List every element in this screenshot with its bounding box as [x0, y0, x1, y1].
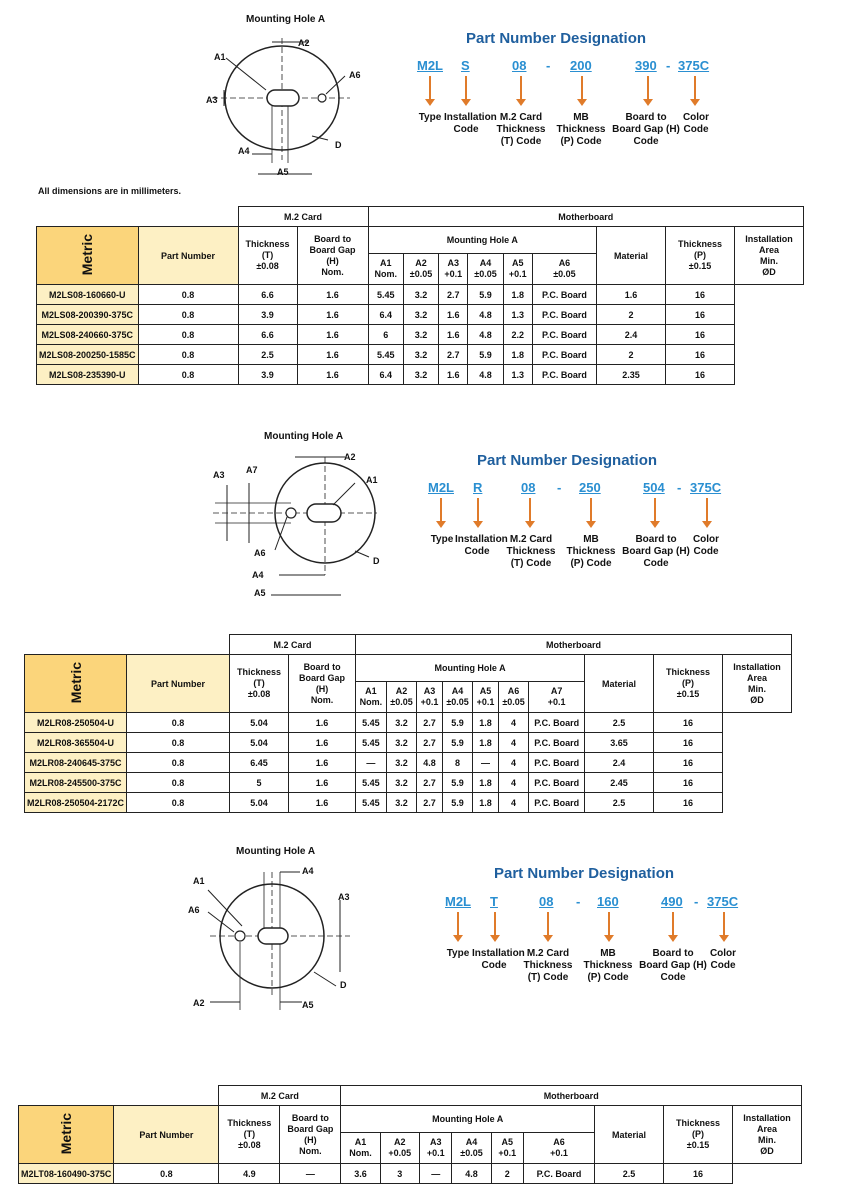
table-cell: 1.8	[503, 345, 532, 365]
part-number-cell: M2LS08-200390-375C	[37, 305, 139, 325]
col-a2: A2 ±0.05	[386, 682, 417, 713]
metric-label: Metric	[25, 655, 127, 713]
col-a6: A6 ±0.05	[532, 254, 596, 285]
table-cell: P.C. Board	[532, 345, 596, 365]
pn-dash: -	[576, 894, 581, 909]
part-number-cell: M2LT08-160490-375C	[19, 1164, 114, 1184]
table-cell: 2	[597, 345, 666, 365]
col-mb-thickness: Thickness (P) ±0.15	[666, 227, 735, 285]
table-cell: P.C. Board	[529, 733, 585, 753]
table-cell: 6.4	[368, 305, 403, 325]
table-cell: 1.6	[297, 325, 368, 345]
table-cell: 3.9	[238, 365, 297, 385]
mounting-hole-drawing	[205, 445, 385, 605]
label-d: D	[335, 140, 342, 150]
arrow-icon	[440, 498, 442, 522]
metric-label: Metric	[37, 227, 139, 285]
pn-label-m2-thickness: M.2 Card Thickness (T) Code	[523, 948, 573, 983]
table-cell: 0.8	[138, 365, 238, 385]
part-number-cell: M2LR08-365504-U	[25, 733, 127, 753]
diagram-title: Mounting Hole A	[246, 14, 326, 25]
table-cell: 16	[666, 305, 735, 325]
col-material: Material	[595, 1106, 664, 1164]
metric-label: Metric	[19, 1106, 114, 1164]
table-cell: 6	[368, 325, 403, 345]
arrow-icon	[608, 912, 610, 936]
table-row	[37, 325, 804, 345]
label-a5: A5	[302, 1000, 314, 1010]
table-cell: 1.6	[297, 305, 368, 325]
label-a4: A4	[302, 866, 314, 876]
pn-color-code: 375C	[707, 894, 739, 909]
table-cell: 6.6	[238, 325, 297, 345]
table-cell: P.C. Board	[529, 753, 585, 773]
col-a4: A4 ±0.05	[452, 1133, 491, 1164]
table-cell: 1.3	[503, 305, 532, 325]
pn-m2-thickness-code: 08	[512, 58, 527, 73]
table-cell: 3.9	[238, 305, 297, 325]
table-cell: 16	[666, 345, 735, 365]
table-cell: 5.9	[442, 773, 473, 793]
col-thickness-t: Thickness (T) ±0.08	[219, 1106, 280, 1164]
diagram-title: Mounting Hole A	[236, 846, 316, 857]
label-a5: A5	[277, 167, 289, 177]
col-a5: A5 +0.1	[473, 682, 498, 713]
pn-install-code: R	[473, 480, 483, 495]
table-cell: 5.9	[442, 733, 473, 753]
table-cell: P.C. Board	[532, 305, 596, 325]
table-cell: P.C. Board	[529, 773, 585, 793]
table-cell: 1.6	[439, 325, 468, 345]
table-cell: —	[473, 753, 498, 773]
mounting-hole-drawing	[180, 860, 360, 1010]
table-cell: 1.6	[289, 773, 356, 793]
part-number-cell: M2LS08-160660-U	[37, 285, 139, 305]
pn-dash: -	[666, 58, 671, 73]
pn-label-color: Color Code	[709, 948, 737, 971]
arrow-icon	[647, 76, 649, 100]
arrow-icon	[672, 912, 674, 936]
table-cell: 1.6	[289, 793, 356, 813]
table-cell: 16	[654, 733, 723, 753]
pn-label-mb-thickness: MB Thickness (P) Code	[583, 948, 633, 983]
table-cell: 4.8	[417, 753, 442, 773]
table-cell: 0.8	[138, 345, 238, 365]
mounting-hole-drawing	[200, 28, 370, 178]
pn-dash: -	[546, 58, 551, 73]
pn-label-mb-thickness: MB Thickness (P) Code	[556, 112, 606, 147]
table-cell: 3.6	[341, 1164, 380, 1184]
table-row	[25, 793, 792, 813]
table-cell: 4.8	[468, 365, 503, 385]
units-note: All dimensions are in millimeters.	[38, 186, 182, 196]
table-cell: 1.6	[297, 365, 368, 385]
table-cell: 2.5	[595, 1164, 664, 1184]
col-part-number: Part Number	[127, 655, 230, 713]
table-cell: 5.45	[356, 733, 387, 753]
col-a2: A2 +0.05	[380, 1133, 420, 1164]
label-a4: A4	[252, 570, 264, 580]
table-cell: 16	[666, 285, 735, 305]
table-cell: 1.6	[297, 345, 368, 365]
label-a6: A6	[254, 548, 266, 558]
table-cell: —	[280, 1164, 341, 1184]
col-mounting-hole: Mounting Hole A	[368, 227, 596, 254]
group-m2: M.2 Card	[219, 1086, 341, 1106]
pn-title: Part Number Designation	[494, 865, 675, 882]
table-cell: 1.6	[289, 753, 356, 773]
arrow-icon	[429, 76, 431, 100]
table-cell: 3.2	[403, 305, 438, 325]
table-cell: P.C. Board	[524, 1164, 595, 1184]
col-a3: A3 +0.1	[439, 254, 468, 285]
group-motherboard: Motherboard	[356, 635, 792, 655]
arrow-icon	[477, 498, 479, 522]
pn-dash: -	[557, 480, 562, 495]
pn-m2-thickness-code: 08	[539, 894, 554, 909]
spec-table-1	[36, 206, 804, 385]
pn-install-code: S	[461, 58, 470, 73]
table-cell: 0.8	[127, 753, 230, 773]
label-a1: A1	[214, 52, 226, 62]
pn-gap-code: 504	[643, 480, 665, 495]
table-row	[37, 345, 804, 365]
table-cell: 1.6	[289, 733, 356, 753]
pn-dash: -	[677, 480, 682, 495]
table-cell: P.C. Board	[532, 365, 596, 385]
table-cell: P.C. Board	[529, 793, 585, 813]
arrow-icon	[494, 912, 496, 936]
pn-title: Part Number Designation	[466, 30, 647, 47]
table-cell: 5.45	[368, 345, 403, 365]
col-material: Material	[585, 655, 654, 713]
table-cell: 4	[498, 793, 529, 813]
col-a1: A1 Nom.	[368, 254, 403, 285]
pn-mb-thickness-code: 160	[597, 894, 619, 909]
col-a4: A4 ±0.05	[442, 682, 473, 713]
table-cell: 1.6	[439, 305, 468, 325]
col-thickness-t: Thickness (T) ±0.08	[238, 227, 297, 285]
table-cell: P.C. Board	[529, 713, 585, 733]
part-number-cell: M2LS08-200250-1585C	[37, 345, 139, 365]
table-cell: 16	[654, 793, 723, 813]
col-a2: A2 ±0.05	[403, 254, 438, 285]
arrow-icon	[529, 498, 531, 522]
label-a2: A2	[298, 38, 310, 48]
pn-mb-thickness-code: 250	[579, 480, 601, 495]
table-cell: 5.04	[230, 713, 289, 733]
table-cell: 3.2	[403, 345, 438, 365]
arrow-icon	[723, 912, 725, 936]
pn-label-gap: Board to Board Gap (H) Code	[612, 112, 680, 147]
table-cell: 5.9	[442, 713, 473, 733]
table-cell: 0.8	[114, 1164, 219, 1184]
pn-label-gap: Board to Board Gap (H) Code	[639, 948, 707, 983]
table-cell: 1.8	[503, 285, 532, 305]
col-a7: A7 +0.1	[529, 682, 585, 713]
table-cell: 3.2	[403, 285, 438, 305]
pn-title: Part Number Designation	[477, 452, 658, 469]
arrow-icon	[590, 498, 592, 522]
table-cell: 16	[654, 773, 723, 793]
table-cell: 3.2	[386, 713, 417, 733]
table-cell: 5.45	[356, 793, 387, 813]
col-install-area: Installation Area Min. ØD	[733, 1106, 802, 1164]
table-cell: 1.8	[473, 793, 498, 813]
table-cell: 4	[498, 733, 529, 753]
pn-gap-code: 490	[661, 894, 683, 909]
col-a1: A1 Nom.	[356, 682, 387, 713]
table-row	[25, 733, 792, 753]
arrow-icon	[520, 76, 522, 100]
label-a4: A4	[238, 146, 250, 156]
pn-label-type: Type	[446, 948, 470, 959]
table-cell: —	[356, 753, 387, 773]
pn-gap-code: 390	[635, 58, 657, 73]
label-a2: A2	[344, 452, 356, 462]
table-cell: 5.45	[356, 773, 387, 793]
col-a4: A4 ±0.05	[468, 254, 503, 285]
col-board-gap: Board to Board Gap (H) Nom.	[289, 655, 356, 713]
col-thickness-t: Thickness (T) ±0.08	[230, 655, 289, 713]
pn-label-gap: Board to Board Gap (H) Code	[622, 534, 690, 569]
pn-label-mb-thickness: MB Thickness (P) Code	[566, 534, 616, 569]
table-cell: 0.8	[127, 793, 230, 813]
col-a1: A1 Nom.	[341, 1133, 380, 1164]
part-number-cell: M2LR08-250504-2172C	[25, 793, 127, 813]
col-a3: A3 +0.1	[417, 682, 442, 713]
pn-m2-thickness-code: 08	[521, 480, 536, 495]
pn-install-code: T	[490, 894, 498, 909]
table-cell: 4	[498, 713, 529, 733]
arrow-icon	[706, 498, 708, 522]
pn-label-type: Type	[418, 112, 442, 123]
table-cell: 0.8	[127, 733, 230, 753]
table-cell: 2.35	[597, 365, 666, 385]
table-cell: 16	[666, 365, 735, 385]
pn-label-color: Color Code	[692, 534, 720, 557]
table-cell: 4	[498, 753, 529, 773]
arrow-icon	[457, 912, 459, 936]
part-number-cell: M2LR08-250504-U	[25, 713, 127, 733]
table-cell: 3.2	[403, 365, 438, 385]
table-cell: 6.45	[230, 753, 289, 773]
col-material: Material	[597, 227, 666, 285]
pn-label-install: Installation Code	[444, 112, 497, 135]
table-cell: 16	[664, 1164, 733, 1184]
pn-label-install: Installation Code	[455, 534, 508, 557]
table-cell: 2.4	[585, 753, 654, 773]
label-a2: A2	[193, 998, 205, 1008]
table-cell: 8	[442, 753, 473, 773]
table-cell: 2.7	[417, 733, 442, 753]
table-cell: 5.04	[230, 733, 289, 753]
table-row	[19, 1164, 802, 1184]
table-cell: 1.8	[473, 733, 498, 753]
table-cell: 1.6	[439, 365, 468, 385]
group-motherboard: Motherboard	[368, 207, 803, 227]
col-part-number: Part Number	[138, 227, 238, 285]
table-cell: 5.45	[368, 285, 403, 305]
table-cell: 2.45	[585, 773, 654, 793]
label-a6: A6	[188, 905, 200, 915]
spec-table-3	[18, 1085, 802, 1184]
table-cell: 16	[666, 325, 735, 345]
arrow-icon	[581, 76, 583, 100]
table-cell: 0.8	[138, 325, 238, 345]
table-cell: 4	[498, 773, 529, 793]
table-cell: 4.8	[468, 325, 503, 345]
table-cell: 1.6	[297, 285, 368, 305]
table-cell: 2.7	[417, 713, 442, 733]
table-cell: 6.6	[238, 285, 297, 305]
pn-label-m2-thickness: M.2 Card Thickness (T) Code	[506, 534, 556, 569]
label-a1: A1	[193, 876, 205, 886]
table-cell: 3.2	[386, 773, 417, 793]
col-install-area: Installation Area Min. ØD	[723, 655, 792, 713]
table-cell: 2	[597, 305, 666, 325]
col-part-number: Part Number	[114, 1106, 219, 1164]
group-motherboard: Motherboard	[341, 1086, 802, 1106]
table-cell: 1.8	[473, 773, 498, 793]
table-row	[37, 305, 804, 325]
label-d: D	[373, 556, 380, 566]
arrow-icon	[654, 498, 656, 522]
label-a1: A1	[366, 475, 378, 485]
pn-label-install: Installation Code	[472, 948, 525, 971]
table-cell: 5.9	[468, 345, 503, 365]
pn-label-m2-thickness: M.2 Card Thickness (T) Code	[496, 112, 546, 147]
table-cell: 5.9	[468, 285, 503, 305]
table-cell: 2.5	[585, 713, 654, 733]
table-cell: 2.5	[585, 793, 654, 813]
arrow-icon	[547, 912, 549, 936]
table-cell: 16	[654, 713, 723, 733]
col-mb-thickness: Thickness (P) ±0.15	[654, 655, 723, 713]
part-number-cell: M2LR08-245500-375C	[25, 773, 127, 793]
table-cell: 0.8	[127, 713, 230, 733]
pn-type-code: M2L	[417, 58, 443, 73]
table-cell: 5.45	[356, 713, 387, 733]
table-cell: 0.8	[138, 285, 238, 305]
col-a6: A6 +0.1	[524, 1133, 595, 1164]
table-cell: 0.8	[127, 773, 230, 793]
label-d: D	[340, 980, 347, 990]
table-cell: 2.7	[417, 793, 442, 813]
table-cell: 2.7	[439, 345, 468, 365]
pn-label-type: Type	[430, 534, 454, 545]
table-row	[37, 285, 804, 305]
label-a6: A6	[349, 70, 361, 80]
part-number-cell: M2LR08-240645-375C	[25, 753, 127, 773]
table-cell: 3.2	[386, 753, 417, 773]
col-mb-thickness: Thickness (P) ±0.15	[664, 1106, 733, 1164]
label-a3: A3	[213, 470, 225, 480]
col-board-gap: Board to Board Gap (H) Nom.	[297, 227, 368, 285]
table-cell: 2.2	[503, 325, 532, 345]
table-cell: 2	[491, 1164, 523, 1184]
table-cell: 4.8	[468, 305, 503, 325]
col-board-gap: Board to Board Gap (H) Nom.	[280, 1106, 341, 1164]
table-cell: 3.2	[386, 733, 417, 753]
col-a6: A6 ±0.05	[498, 682, 529, 713]
table-cell: 2.7	[417, 773, 442, 793]
group-m2: M.2 Card	[238, 207, 368, 227]
table-cell: P.C. Board	[532, 285, 596, 305]
part-number-cell: M2LS08-235390-U	[37, 365, 139, 385]
col-a5: A5 +0.1	[503, 254, 532, 285]
pn-color-code: 375C	[678, 58, 710, 73]
col-mounting-hole: Mounting Hole A	[341, 1106, 595, 1133]
table-cell: 2.7	[439, 285, 468, 305]
table-row	[37, 365, 804, 385]
diagram-title: Mounting Hole A	[264, 431, 344, 442]
table-cell: 3.65	[585, 733, 654, 753]
table-cell: 1.6	[289, 713, 356, 733]
table-cell: 2.5	[238, 345, 297, 365]
col-install-area: Installation Area Min. ØD	[735, 227, 804, 285]
table-cell: 5	[230, 773, 289, 793]
table-cell: 4.8	[452, 1164, 491, 1184]
label-a3: A3	[206, 95, 218, 105]
table-cell: P.C. Board	[532, 325, 596, 345]
table-row	[25, 773, 792, 793]
table-row	[25, 753, 792, 773]
pn-label-color: Color Code	[682, 112, 710, 135]
label-a3: A3	[338, 892, 350, 902]
table-cell: 5.04	[230, 793, 289, 813]
arrow-icon	[694, 76, 696, 100]
col-a5: A5 +0.1	[491, 1133, 523, 1164]
table-cell: 3.2	[386, 793, 417, 813]
pn-dash: -	[694, 894, 699, 909]
table-cell: —	[420, 1164, 452, 1184]
table-cell: 2.4	[597, 325, 666, 345]
table-cell: 0.8	[138, 305, 238, 325]
table-row	[25, 713, 792, 733]
table-cell: 5.9	[442, 793, 473, 813]
label-a7: A7	[246, 465, 258, 475]
part-number-cell: M2LS08-240660-375C	[37, 325, 139, 345]
pn-type-code: M2L	[428, 480, 454, 495]
table-cell: 3	[380, 1164, 420, 1184]
table-cell: 1.3	[503, 365, 532, 385]
pn-mb-thickness-code: 200	[570, 58, 592, 73]
pn-type-code: M2L	[445, 894, 471, 909]
table-cell: 6.4	[368, 365, 403, 385]
table-cell: 1.6	[597, 285, 666, 305]
spec-table-2	[24, 634, 792, 813]
group-m2: M.2 Card	[230, 635, 356, 655]
col-mounting-hole: Mounting Hole A	[356, 655, 585, 682]
table-cell: 3.2	[403, 325, 438, 345]
table-cell: 16	[654, 753, 723, 773]
col-a3: A3 +0.1	[420, 1133, 452, 1164]
table-cell: 4.9	[219, 1164, 280, 1184]
pn-color-code: 375C	[690, 480, 722, 495]
table-cell: 1.8	[473, 713, 498, 733]
label-a5: A5	[254, 588, 266, 598]
arrow-icon	[465, 76, 467, 100]
